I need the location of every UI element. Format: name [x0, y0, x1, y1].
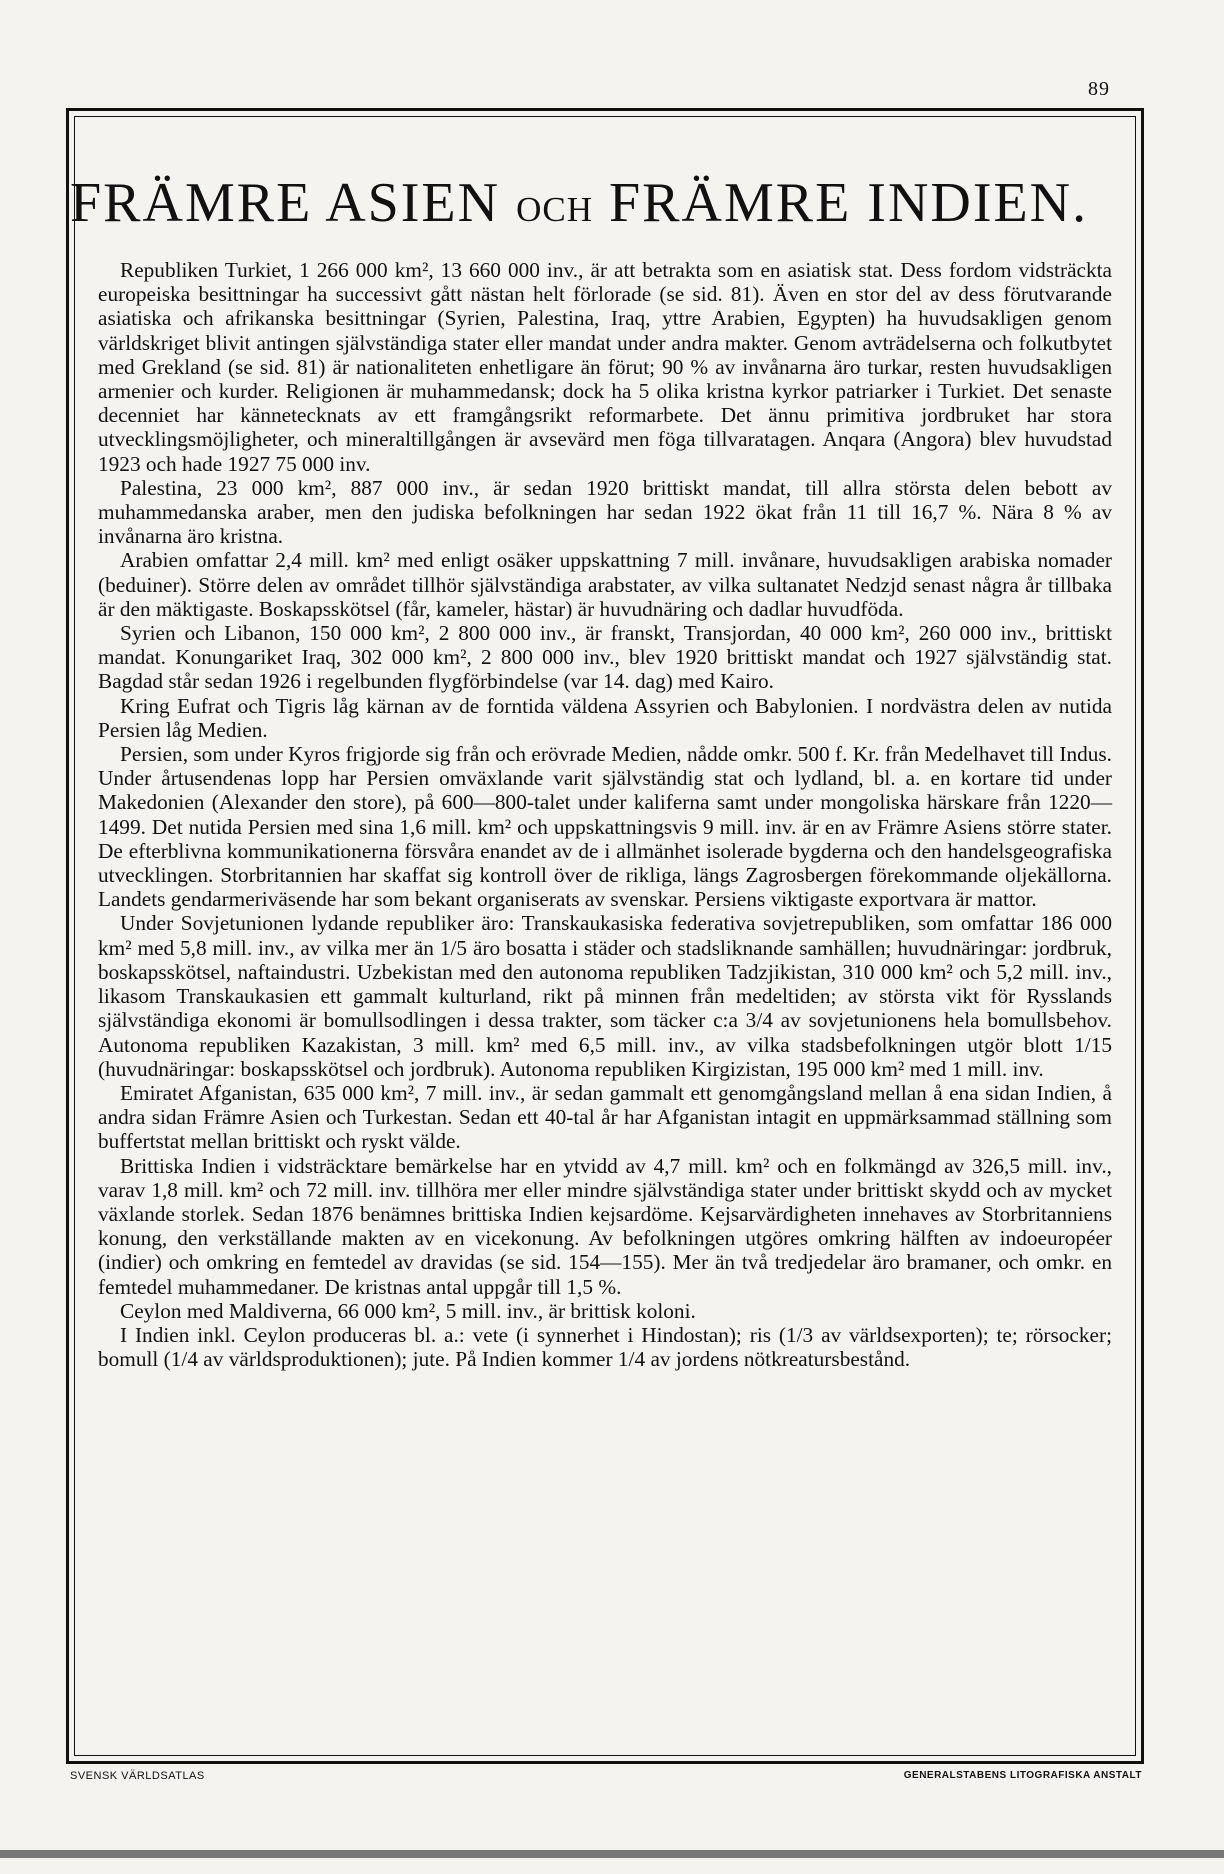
paragraph-afganistan: Emiratet Afganistan, 635 000 km², 7 mill. inv., är sedan gammalt ett genomgångsland mellan å ena sidan Indien, å andra sidan Främre Asien och Turkestan. Sedan ett 40-tal år har Afganistan intagit en uppmärksammad ställning som buffertstat mellan brittiskt och ryskt välde. — [98, 1080, 1112, 1154]
paragraph-palestina: Palestina, 23 000 km², 887 000 inv., är sedan 1920 brittiskt mandat, till allra största delen bebott av muhammedanska araber, men den judiska befolkningen har sedan 1922 ökat från 11 till 16,7 %. Nära 8 % av invånarna äro kristna. — [98, 475, 1112, 549]
title-part-2: FRÄMRE INDIEN. — [593, 172, 1089, 234]
paragraph-eufrat-tigris: Kring Eufrat och Tigris låg kärnan av de forntida väldena Assyrien och Babylonien. I nordvästra delen av nutida Persien låg Medien. — [98, 693, 1112, 742]
title-och: OCH — [516, 190, 593, 229]
paragraph-sovjetunionen: Under Sovjetunionen lydande republiker äro: Transkaukasiska federativa sovjetrepubliken, som omfattar 186 000 km² med 5,8 mill. inv., av vilka mer än 1/5 äro bosatta i städer och stadsliknande samhällen; huvudnäringar: jordbruk, boskapsskötsel, naftaindustri. Uzbekistan med den autonoma republiken Tadzjikistan, 310 000 km² och 5,2 mill. inv., likasom Transkaukasien ett gammalt kulturland, rikt på minnen från medeltiden; av största vikt för Rysslands självständiga ekonomi är bomullsodlingen i dessa trakter, som täcker c:a 3/4 av sovjetunionens hela bomullsbehov. Autonoma republiken Kazakistan, 3 mill. km² med 6,5 mill. inv., av vilka stadsbefolkningen utgör blott 1/15 (huvudnäringar: boskapsskötsel och jordbruk). Autonoma republiken Kirgizistan, 195 000 km² med 1 mill. inv. — [98, 911, 1112, 1081]
paragraph-brittiska-indien: Brittiska Indien i vidsträcktare bemärkelse har en ytvidd av 4,7 mill. km² och en folkmängd av 326,5 mill. inv., varav 1,8 mill. km² och 72 mill. inv. tillhöra mer eller mindre självständiga stater under brittiskt skydd och av mycket växlande storlek. Sedan 1876 benämnes brittiska Indien kejsardöme. Kejsarvärdigheten innehaves av Storbritanniens konung, den verkställande makten av en vicekonung. Av befolkningen utgöres omkring hälften av indoeuropéer (indier) och omkring en femtedel av dravidas (se sid. 154—155). Mer än två tredjedelar äro bramaner, och omkr. en femtedel muhammedaner. De kristnas antal uppgår till 1,5 %. — [98, 1153, 1112, 1299]
paragraph-ceylon: Ceylon med Maldiverna, 66 000 km², 5 mill. inv., är brittisk koloni. — [120, 1298, 696, 1323]
title-part-1: FRÄMRE ASIEN — [70, 172, 517, 234]
footer-atlas-name: SVENSK VÄRLDSATLAS — [70, 1770, 205, 1782]
paragraph-produktion: I Indien inkl. Ceylon produceras bl. a.: vete (i synnerhet i Hindostan); ris (1/3 av världsexporten); te; rörsocker; bomull (1/4 av världsproduktionen); jute. På Indien kommer 1/4 av jordens nötkreatursbestånd. — [98, 1322, 1112, 1372]
body-text — [98, 258, 1112, 1371]
paragraph-persien: Persien, som under Kyros frigjorde sig från och erövrade Medien, nådde omkr. 500 f. Kr. från Medelhavet till Indus. Under årtusendenas lopp har Persien omväxlande varit självständig stat och lydland, bl. a. en kortare tid under Makedonien (Alexander den store), på 600—800-talet under kaliferna samt under mongoliska härskare från 1220—1499. Det nutida Persien med sina 1,6 mill. km² och uppskattningsvis 9 mill. inv. är en av Främre Asiens större stater. De efterblivna kommunikationerna försvåra enandet av de i allmänhet isolerade bygderna och den handelsgeografiska utvecklingen. Storbritannien har skaffat sig kontroll över de rikliga, längs Zagrosbergen förekommande oljekällorna. Landets gendarmeriväsende har som bekant organiserats av svenskar. Persiens viktigaste exportvara är mattor. — [98, 742, 1112, 912]
paragraph-arabien: Arabien omfattar 2,4 mill. km² med enligt osäker uppskattning 7 mill. invånare, huvudsakligen arabiska nomader (beduiner). Större delen av området tillhör självständiga arabstater, av vilka sultanatet Nedzjd senast några år tillbaka är den mäktigaste. Boskapsskötsel (får, kameler, hästar) är huvudnäring och dadlar huvudföda. — [98, 548, 1112, 621]
page-number: 89 — [1088, 78, 1110, 100]
page-title — [70, 171, 1088, 235]
paragraph-turkiet: Republiken Turkiet, 1 266 000 km², 13 660 000 inv., är att betrakta som en asiatisk stat. Dess fordom vidsträckta europeiska besittningar ha successivt gått nästan helt förlorade (se sid. 81). Även en stor del av dess förutvarande asiatiska och afrikanska besittningar (Syrien, Palestina, Iraq, yttre Arabien, Egypten) ha huvudsakligen genom världskriget blivit antingen självständiga stater eller mandat under andra makter. Genom avträdelserna och folkutbytet med Grekland (se sid. 81) är nationaliteten enhetligare än förut; 90 % av invånarna äro turkar, resten huvudsakligen armenier och kurder. Religionen är muhammedansk; dock ha 5 olika kristna kyrkor patriarker i Turkiet. Det senaste decenniet har kännetecknats av ett framgångsrikt reformarbete. Det ännu primitiva jordbruket har stora utvecklingsmöjligheter, och mineraltillgången är avsevärd men föga tillvaratagen. Anqara (Angora) blev huvudstad 1923 och hade 1927 75 000 inv. — [98, 258, 1112, 476]
footer-publisher: GENERALSTABENS LITOGRAFISKA ANSTALT — [903, 1770, 1142, 1781]
paragraph-syrien: Syrien och Libanon, 150 000 km², 2 800 000 inv., är franskt, Transjordan, 40 000 km², 260 000 inv., brittiskt mandat. Konungariket Iraq, 302 000 km², 2 800 000 inv., blev 1920 brittiskt mandat och 1927 självständig stat. Bagdad står sedan 1926 i regelbunden flygförbindelse (var 14. dag) med Kairo. — [98, 621, 1112, 694]
binding-edge — [0, 1850, 1224, 1858]
